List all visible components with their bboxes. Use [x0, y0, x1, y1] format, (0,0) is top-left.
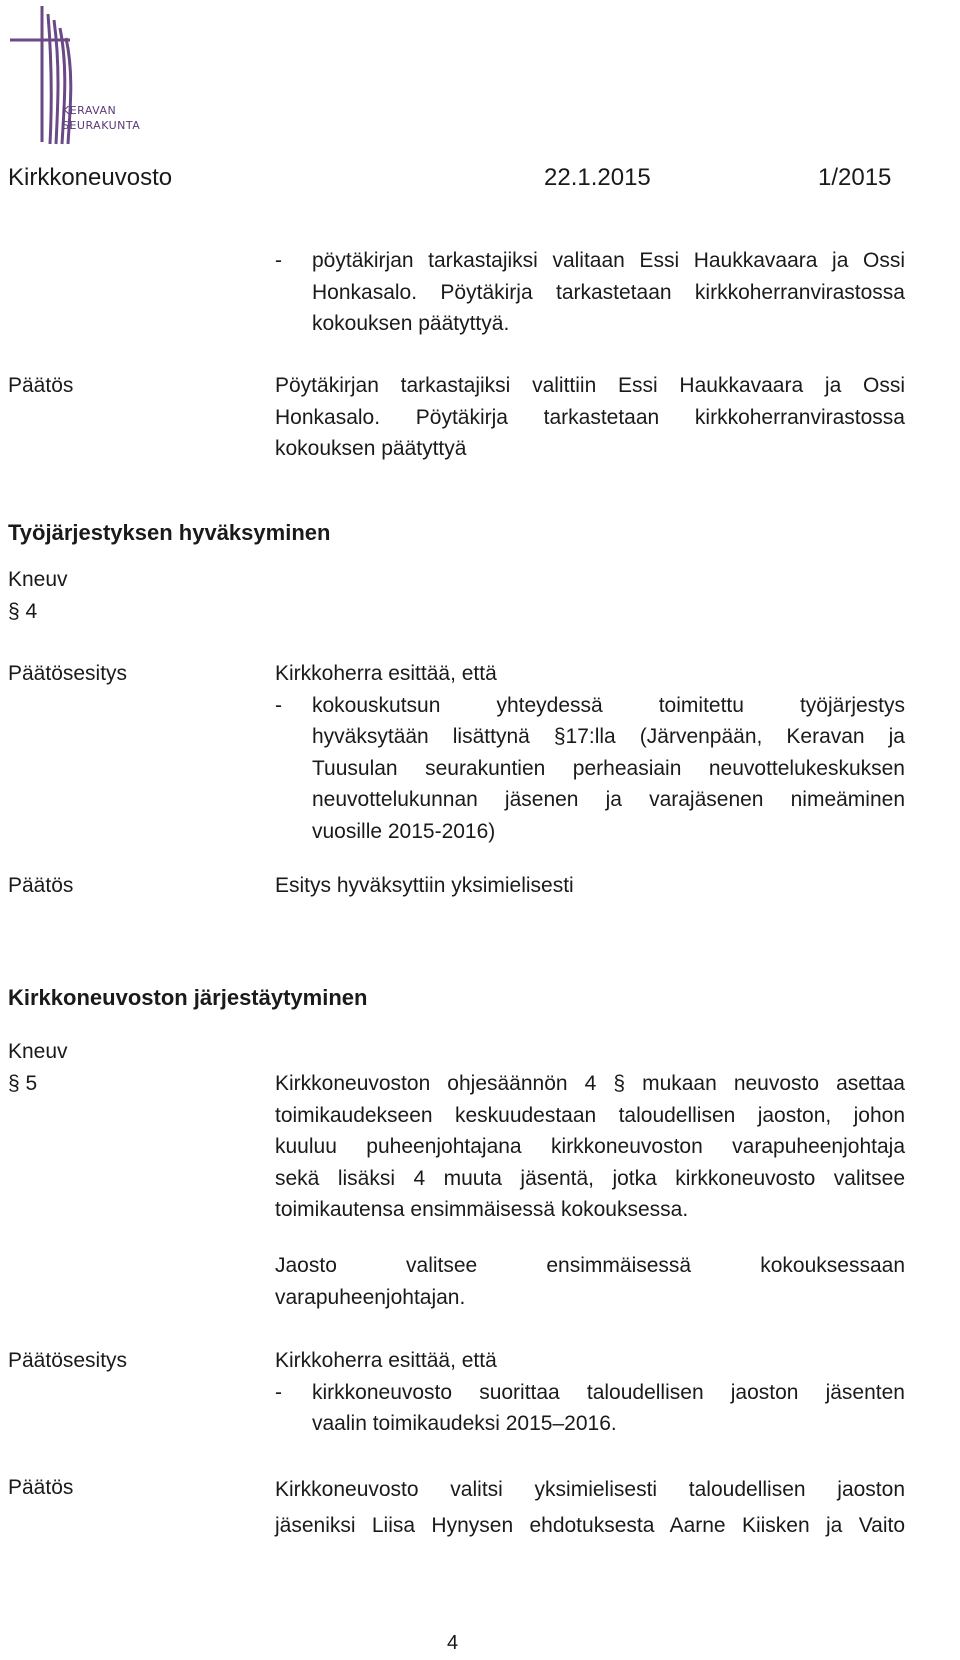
section5-para2-line: varapuheenjohtajan. [275, 1285, 466, 1309]
section5-proposal-line: kirkkoneuvosto suorittaa taloudellisen jaoston jäsenten [312, 1380, 905, 1404]
page-number: 4 [447, 1632, 459, 1654]
section5-decision-label: Päätös [8, 1476, 74, 1499]
section5-decision-line: jäseniksi Liisa Hynysen ehdotuksesta Aarne Kiisken ja Vaito [275, 1514, 905, 1537]
section3-decision-line: Honkasalo. Pöytäkirja tarkastetaan kirkkoherranvirastossa [275, 405, 905, 429]
section5-heading: Kirkkoneuvoston järjestäytyminen [8, 985, 368, 1010]
section5-para1-line: toimikautensa ensimmäisessä kokouksessa. [275, 1198, 689, 1221]
section3-bullet-line: kokouksen päätyttyä. [312, 312, 510, 335]
section5-para1 [275, 1068, 905, 1226]
bullet-dash: - [275, 1380, 282, 1404]
section5-proposal-line: vaalin toimikaudeksi 2015–2016. [312, 1412, 617, 1435]
section5-para1-line: toimikaudekseen keskuudestaan taloudellisen jaoston, johon [275, 1103, 905, 1127]
section4-proposal-line: neuvottelukunnan jäsenen ja varajäsenen nimeäminen [312, 788, 905, 811]
section4-proposal-line: kokouskutsun yhteydessä toimitettu työjärjestys [312, 693, 905, 717]
section5-proposal-label: Päätösesitys [8, 1349, 128, 1372]
section4-decision-label: Päätös [8, 874, 74, 897]
logo-text-line2: SEURAKUNTA [62, 119, 141, 132]
section4-proposal-intro: Kirkkoherra esittää, että [275, 662, 497, 685]
parish-logo [8, 4, 158, 150]
section5-para2-line: Jaosto valitsee ensimmäisessä kokouksessaan [275, 1254, 905, 1277]
section4-proposal-line: Tuusulan seurakuntien perheasiain neuvottelukeskuksen [312, 756, 905, 780]
section4-number: § 4 [8, 600, 38, 623]
section3-decision-line: kokouksen päätyttyä [275, 437, 467, 460]
section5-number: § 5 [8, 1072, 38, 1095]
section3-bullet [275, 245, 905, 340]
section5-proposal [275, 1345, 905, 1440]
section5-para1-line: kuuluu puheenjohtajana kirkkoneuvoston varapuheenjohtaja [275, 1135, 905, 1158]
section4-heading: Työjärjestyksen hyväksyminen [8, 520, 331, 545]
header-body-name: Kirkkoneuvosto [8, 164, 173, 191]
bullet-dash: - [275, 693, 282, 717]
section4-proposal-line: vuosille 2015-2016) [312, 819, 496, 843]
section3-decision-line: Pöytäkirjan tarkastajiksi valittiin Essi Haukkavaara ja Ossi [275, 374, 905, 397]
section5-para2 [275, 1250, 905, 1313]
header-issue: 1/2015 [818, 164, 892, 191]
section5-body-ref: Kneuv [8, 1040, 68, 1063]
header-date: 22.1.2015 [544, 164, 651, 191]
section3-decision [275, 370, 905, 465]
section4-body-ref: Kneuv [8, 568, 68, 591]
bullet-dash: - [275, 249, 282, 272]
section4-proposal [275, 658, 905, 847]
section4-proposal-line: hyväksytään lisättynä §17:lla (Järvenpään, Keravan ja [312, 725, 905, 748]
section4-decision: Esitys hyväksyttiin yksimielisesti [275, 874, 574, 897]
section3-bullet-line: pöytäkirjan tarkastajiksi valitaan Essi Haukkavaara ja Ossi [312, 249, 905, 272]
section5-decision-line: Kirkkoneuvosto valitsi yksimielisesti taloudellisen jaoston [275, 1478, 905, 1501]
section4-proposal-label: Päätösesitys [8, 662, 128, 685]
section5-decision [275, 1472, 905, 1544]
section3-bullet-line: Honkasalo. Pöytäkirja tarkastetaan kirkkoherranvirastossa [312, 280, 905, 304]
logo-text-line1: KERAVAN [62, 104, 117, 117]
section3-decision-label: Päätös [8, 374, 74, 397]
section5-para1-line: Kirkkoneuvoston ohjesäännön 4 § mukaan neuvosto asettaa [275, 1072, 905, 1095]
section5-proposal-intro: Kirkkoherra esittää, että [275, 1349, 497, 1372]
section5-para1-line: sekä lisäksi 4 muuta jäsentä, jotka kirkkoneuvosto valitsee [275, 1166, 905, 1190]
